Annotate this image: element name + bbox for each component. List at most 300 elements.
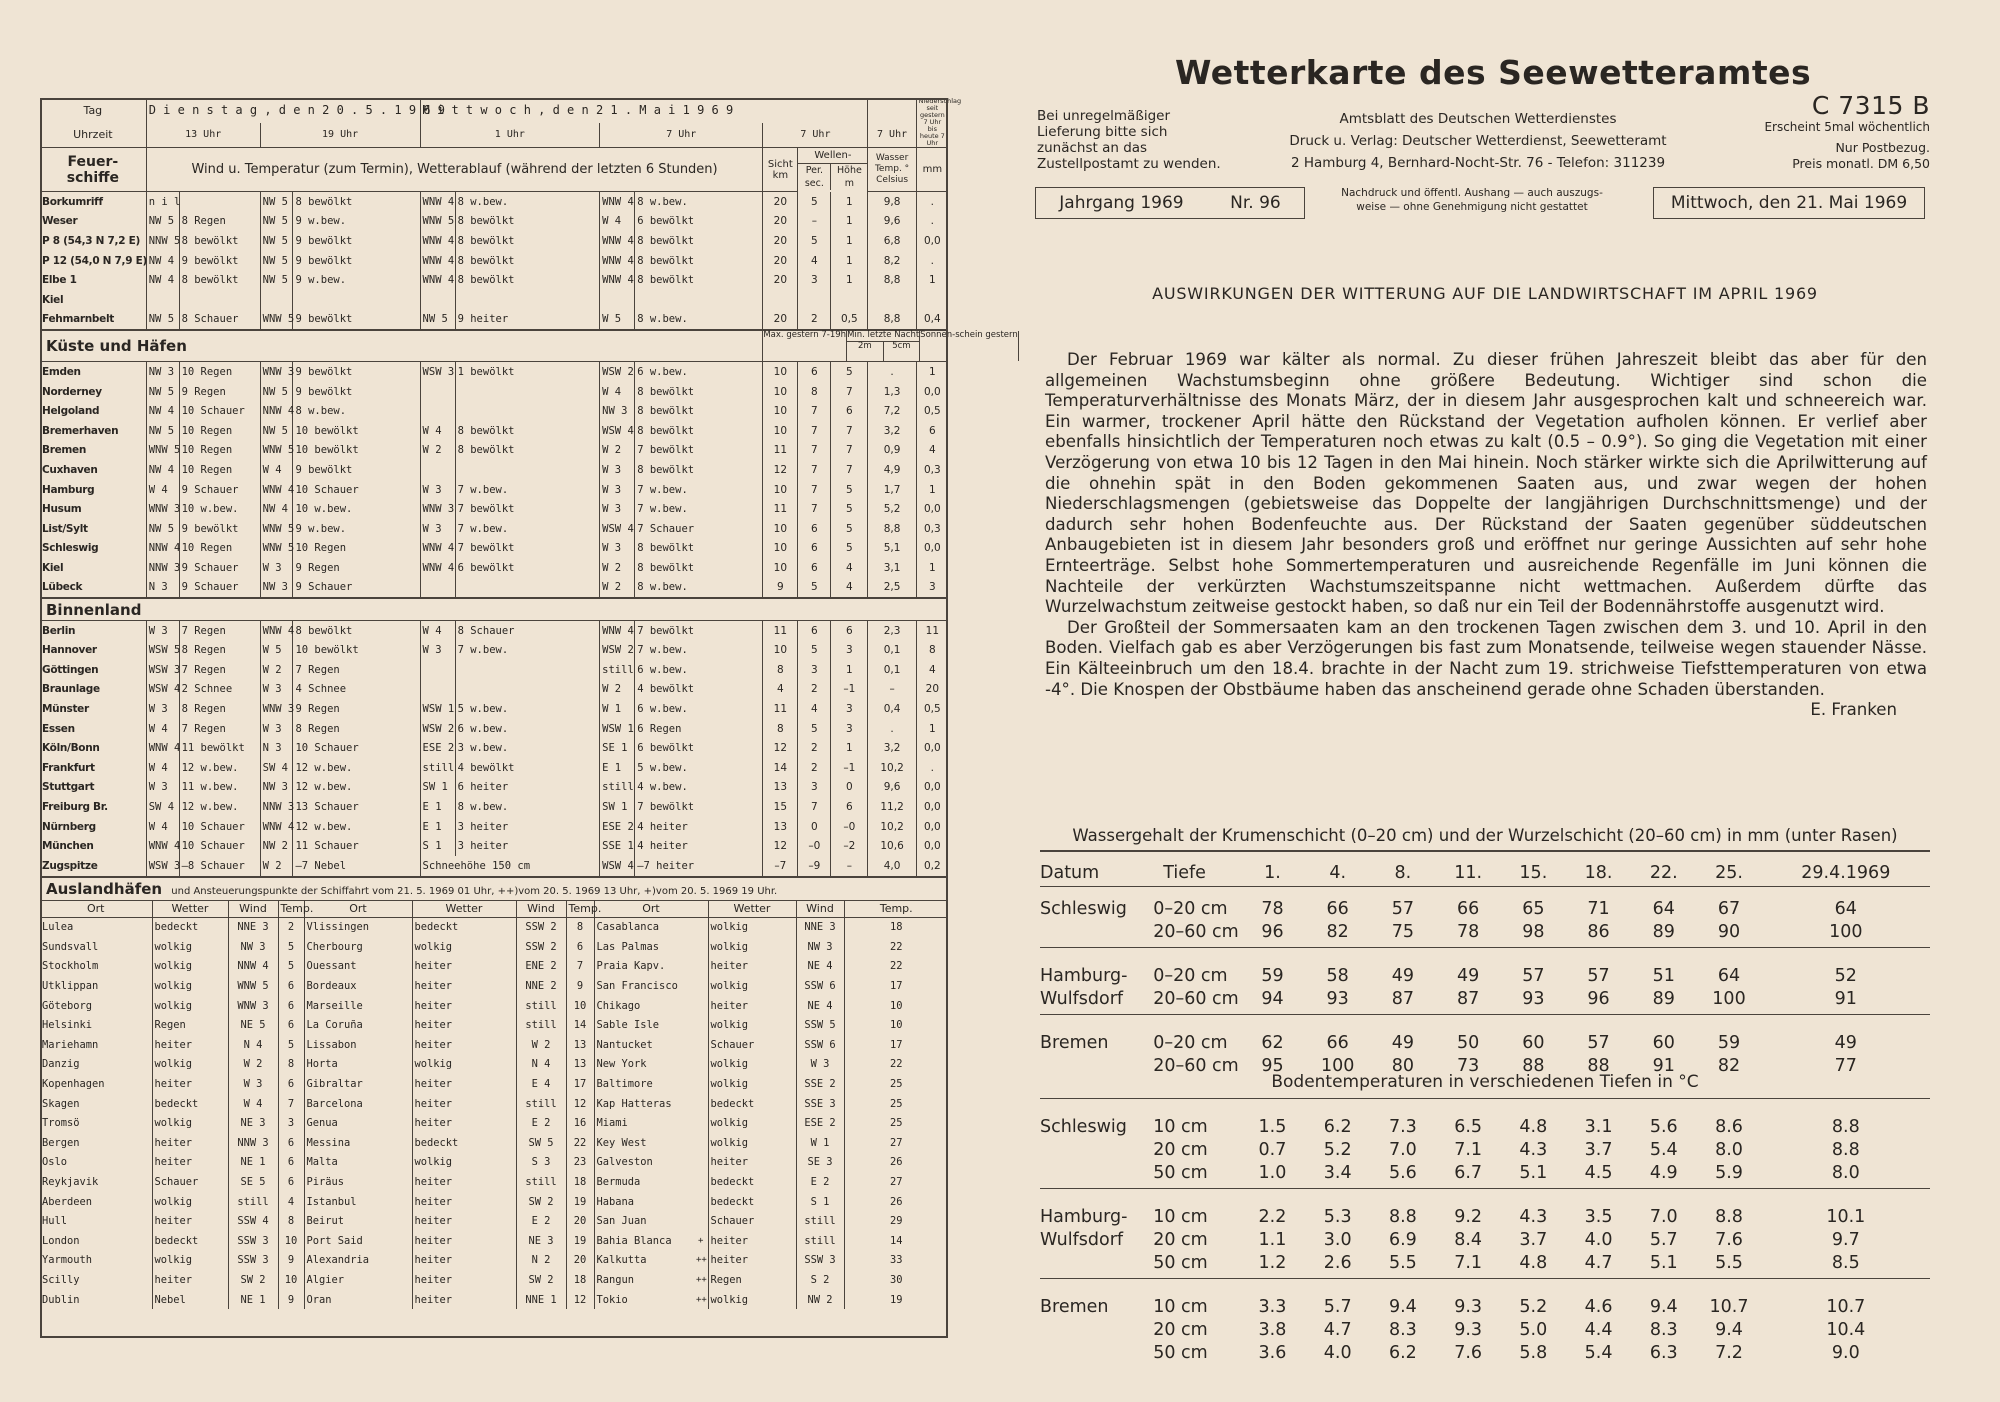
obs-cell: 9 bewölkt <box>293 460 420 480</box>
location-name: Schleswig <box>1040 1116 1127 1137</box>
value-cell: 5.4 <box>1649 1139 1678 1160</box>
depth-label: 50 cm <box>1145 1161 1240 1189</box>
value-cell: 4.8 <box>1519 1116 1548 1137</box>
water-content-title: Wassergehalt der Krumenschicht (0–20 cm) und der Wurzelschicht (20–60 cm) in mm (unter Rasen) <box>1072 826 1898 845</box>
obs-cell: 6 w.bew. <box>635 699 763 719</box>
obs-cell: NW 2 <box>260 836 293 856</box>
obs-cell: 5 <box>831 519 868 539</box>
obs-cell <box>455 290 600 310</box>
obs-cell: S 1 <box>420 836 455 856</box>
value-cell: 10.4 <box>1826 1319 1866 1340</box>
obs-cell: WNW 4 <box>420 558 455 578</box>
port-cell: wolkig <box>152 1192 228 1212</box>
station-name: Schleswig <box>42 542 99 555</box>
port-cell: Nebel <box>152 1290 228 1310</box>
port-cell: 10 <box>278 1231 304 1251</box>
obs-cell: 6,8 <box>868 231 916 251</box>
column-header: 4. <box>1305 860 1370 887</box>
lightship-row <box>40 192 948 212</box>
obs-cell: 8 w.bew. <box>455 797 600 817</box>
obs-cell: SSE 1 <box>600 836 635 856</box>
value-cell: 10.1 <box>1826 1206 1866 1227</box>
obs-cell: 12 w.bew. <box>293 778 420 798</box>
obs-cell: . <box>916 192 948 212</box>
obs-cell: 8 Regen <box>179 640 260 660</box>
obs-cell: 10 Schauer <box>179 401 260 421</box>
port-cell: 7 <box>278 1094 304 1114</box>
port-cell: Rangun <box>594 1270 694 1290</box>
port-cell: still <box>796 1211 844 1231</box>
value-cell: 49 <box>1456 965 1480 986</box>
obs-cell: 7 bewölkt <box>635 620 763 640</box>
obs-cell: WNW 4 <box>600 231 635 251</box>
port-cell: NW 2 <box>796 1290 844 1310</box>
obs-cell <box>455 382 600 402</box>
obs-cell: 3 heiter <box>455 836 600 856</box>
station-name: Göttingen <box>42 663 99 676</box>
station-name: Freiburg Br. <box>42 800 108 813</box>
port-cell: still <box>516 1015 566 1035</box>
port-cell: WNW 3 <box>228 996 278 1016</box>
depth-label: 0–20 cm <box>1153 898 1228 919</box>
obs-cell: 8 Schauer <box>179 310 260 331</box>
obs-cell: N 3 <box>146 578 179 599</box>
port-cell: + <box>698 1235 704 1246</box>
obs-cell: 10 w.bew. <box>293 499 420 519</box>
wassertemp-header: Wasser Temp. ° Celsius <box>868 148 916 192</box>
obs-cell: WNW 4 <box>260 817 293 837</box>
obs-cell: . <box>916 758 948 778</box>
port-cell: bedeckt <box>708 1094 796 1114</box>
port-row <box>40 917 948 937</box>
obs-cell <box>455 460 600 480</box>
obs-cell: 9,6 <box>868 778 916 798</box>
value-cell: 6.9 <box>1388 1229 1417 1250</box>
obs-cell: 6 w.bew. <box>455 719 600 739</box>
obs-cell: 7 <box>798 421 831 441</box>
obs-cell: 11 Schauer <box>293 836 420 856</box>
obs-cell: 7 <box>798 480 831 500</box>
obs-cell: 10 bewölkt <box>293 640 420 660</box>
obs-cell: 9 Schauer <box>293 578 420 599</box>
port-row <box>40 1270 948 1290</box>
location-name: Hamburg- <box>1040 965 1128 986</box>
obs-cell: 7 bewölkt <box>635 441 763 461</box>
obs-cell: 12 w.bew. <box>293 817 420 837</box>
obs-cell: 10,2 <box>868 817 916 837</box>
value-cell: 8.3 <box>1388 1319 1417 1340</box>
port-cell: NE 4 <box>796 996 844 1016</box>
obs-cell: 10 <box>763 558 798 578</box>
coastal-station-row <box>40 460 948 480</box>
port-row <box>40 1133 948 1153</box>
port-cell: Scilly <box>42 1273 80 1286</box>
port-cell: 6 <box>278 1153 304 1173</box>
obs-cell: W 3 <box>260 680 293 700</box>
obs-cell: 8 bewölkt <box>635 251 763 271</box>
inland-station-row <box>40 758 948 778</box>
port-cell: Dublin <box>42 1293 80 1306</box>
port-cell: W 2 <box>516 1035 566 1055</box>
value-cell: 4.3 <box>1519 1206 1548 1227</box>
port-cell: heiter <box>152 1153 228 1173</box>
port-row <box>40 1074 948 1094</box>
obs-cell: 9 <box>763 578 798 599</box>
obs-cell: 7 <box>798 460 831 480</box>
obs-cell <box>420 680 455 700</box>
obs-cell: –1 <box>831 680 868 700</box>
port-cell <box>694 976 708 996</box>
obs-cell: 7 Regen <box>293 660 420 680</box>
value-cell: 89 <box>1631 920 1696 948</box>
port-cell: wolkig <box>708 1055 796 1075</box>
coastal-station-row <box>40 539 948 559</box>
station-name: Münster <box>42 702 89 715</box>
port-cell: Baltimore <box>594 1074 694 1094</box>
port-row <box>40 1231 948 1251</box>
inland-station-row <box>40 640 948 660</box>
obs-cell: W 4 <box>600 212 635 232</box>
min-5cm-header: 5cm <box>892 340 911 351</box>
obs-cell: 7 bewölkt <box>455 499 600 519</box>
value-cell: 9.4 <box>1715 1319 1743 1340</box>
obs-cell: W 5 <box>260 640 293 660</box>
value-cell: 8.8 <box>1715 1206 1743 1227</box>
obs-cell: 4 bewölkt <box>455 758 600 778</box>
port-cell: Key West <box>594 1133 694 1153</box>
port-cell: Schauer <box>152 1172 228 1192</box>
obs-cell: 11 <box>763 499 798 519</box>
port-cell: 20 <box>566 1211 594 1231</box>
coastal-station-row <box>40 362 948 382</box>
obs-cell: 0,3 <box>916 460 948 480</box>
port-cell: 14 <box>844 1231 948 1251</box>
value-cell: 87 <box>1370 987 1435 1015</box>
port-cell: heiter <box>412 1113 516 1133</box>
obs-cell: 3 <box>916 578 948 599</box>
port-cell: Bahia Blanca <box>594 1231 694 1251</box>
port-cell: La Coruña <box>304 1015 412 1035</box>
port-cell: bedeckt <box>412 917 516 937</box>
price: Preis monatl. DM 6,50 <box>1792 156 1930 171</box>
value-cell: 5.3 <box>1323 1206 1352 1227</box>
obs-cell: NNW 4 <box>146 539 179 559</box>
value-cell: 89 <box>1631 987 1696 1015</box>
port-cell: 19 <box>566 1231 594 1251</box>
column-header: Datum <box>1040 860 1145 887</box>
obs-cell: 0,0 <box>916 231 948 251</box>
obs-cell: 0,2 <box>916 856 948 876</box>
obs-cell: – <box>831 856 868 876</box>
binnenland-title: Binnenland <box>40 598 948 620</box>
obs-cell: 8 Regen <box>179 212 260 232</box>
obs-cell: 20 <box>763 310 798 331</box>
obs-cell: W 3 <box>260 719 293 739</box>
obs-cell: 4,0 <box>868 856 916 876</box>
port-cell: San Juan <box>594 1211 694 1231</box>
port-cell: bedeckt <box>412 1133 516 1153</box>
obs-cell: 13 <box>763 778 798 798</box>
obs-cell: WNW 3 <box>260 699 293 719</box>
obs-cell: 10 <box>763 539 798 559</box>
obs-cell: 4 <box>763 680 798 700</box>
port-cell: Alexandria <box>304 1251 412 1271</box>
soil-temp-title: Bodentemperaturen in verschiedenen Tiefen in °C <box>1271 1072 1699 1092</box>
obs-cell: 7 w.bew. <box>635 640 763 660</box>
obs-cell: WSW 3 <box>420 362 455 382</box>
port-cell: Casablanca <box>594 917 694 937</box>
depth-label: 20–60 cm <box>1145 920 1240 948</box>
weather-observations-sheet <box>40 97 1018 1338</box>
obs-cell: WSW 2 <box>600 640 635 660</box>
obs-cell: 6 heiter <box>455 778 600 798</box>
value-cell: 91 <box>1652 1055 1675 1076</box>
reprint-note <box>1316 186 1628 214</box>
port-cell: 6 <box>278 1172 304 1192</box>
port-cell: wolkig <box>152 937 228 957</box>
port-cell: heiter <box>152 1133 228 1153</box>
depth-label: 20 cm <box>1153 1319 1208 1340</box>
port-cell: 10 <box>278 1270 304 1290</box>
obs-cell: 20 <box>916 680 948 700</box>
port-cell: bedeckt <box>708 1172 796 1192</box>
obs-cell: E 1 <box>600 758 635 778</box>
obs-cell: SW 4 <box>260 758 293 778</box>
obs-cell: 3,2 <box>868 421 916 441</box>
coastal-station-row <box>40 441 948 461</box>
port-cell: still <box>516 996 566 1016</box>
obs-cell: 4 <box>831 558 868 578</box>
port-row <box>40 976 948 996</box>
data-row <box>1040 1318 1930 1341</box>
obs-cell: 1 <box>831 660 868 680</box>
port-cell: 12 <box>566 1290 594 1310</box>
value-cell: 6.2 <box>1388 1342 1417 1363</box>
port-cell: Oran <box>304 1290 412 1310</box>
obs-cell: 11,2 <box>868 797 916 817</box>
port-cell <box>694 1094 708 1114</box>
port-cell: 10 <box>844 996 948 1016</box>
obs-cell: 5 <box>798 640 831 660</box>
lightship-row <box>40 231 948 251</box>
obs-cell: still <box>420 758 455 778</box>
obs-cell: 2,5 <box>868 578 916 599</box>
port-cell <box>694 1055 708 1075</box>
value-cell: 90 <box>1696 920 1761 948</box>
port-cell: 19 <box>844 1290 948 1310</box>
port-cell: heiter <box>412 1074 516 1094</box>
port-cell: 8 <box>278 1211 304 1231</box>
column-header: Tiefe <box>1145 860 1240 887</box>
obs-cell: 2 Schnee <box>179 680 260 700</box>
obs-cell: 0,0 <box>916 797 948 817</box>
obs-cell: 0,5 <box>916 401 948 421</box>
hdr-uhrzeit: Uhrzeit <box>40 123 146 148</box>
port-cell: bedeckt <box>152 1094 228 1114</box>
port-cell: NNW 3 <box>228 1133 278 1153</box>
value-cell: 1.1 <box>1258 1229 1287 1250</box>
niederschlag-header: Niederschlag seit gestern 7 Uhr bis heute 7 Uhr <box>916 98 948 148</box>
value-cell: 5.2 <box>1519 1296 1548 1317</box>
depth-label: 0–20 cm <box>1153 965 1228 986</box>
port-cell: SSE 2 <box>796 1074 844 1094</box>
value-cell: 80 <box>1391 1055 1415 1076</box>
periode-header: Per. sec. <box>798 164 831 190</box>
obs-cell: 6 <box>798 519 831 539</box>
value-cell: 78 <box>1261 898 1284 919</box>
data-row <box>1040 1138 1930 1161</box>
port-cell: N 4 <box>516 1055 566 1075</box>
port-cell: 12 <box>566 1094 594 1114</box>
port-cell: Tokio <box>594 1290 694 1310</box>
ports-col-header: Ort <box>304 900 412 917</box>
data-row <box>1040 1341 1930 1364</box>
obs-cell: 20 <box>763 231 798 251</box>
obs-cell: . <box>868 719 916 739</box>
obs-cell: 7,2 <box>868 401 916 421</box>
value-cell: 5.1 <box>1631 1251 1696 1279</box>
obs-cell: 8 w.bew. <box>293 401 420 421</box>
obs-cell: ESE 2 <box>600 817 635 837</box>
port-cell <box>694 917 708 937</box>
value-cell: 3.7 <box>1584 1139 1613 1160</box>
station-name: Nürnberg <box>42 820 96 833</box>
obs-cell: 10,2 <box>868 758 916 778</box>
station-name: Kiel <box>42 561 64 574</box>
value-cell: 2.6 <box>1305 1251 1370 1279</box>
obs-cell: NW 5 <box>260 231 293 251</box>
value-cell: 5.0 <box>1519 1319 1548 1340</box>
ports-col-header: Wind <box>516 900 566 917</box>
obs-cell: 7 Schauer <box>635 519 763 539</box>
location-name <box>1040 1318 1145 1341</box>
port-cell: NE 3 <box>516 1231 566 1251</box>
port-cell: Schauer <box>708 1211 796 1231</box>
obs-cell: WNW 4 <box>260 480 293 500</box>
value-cell: 7.2 <box>1715 1342 1743 1363</box>
obs-cell: 0,0 <box>916 738 948 758</box>
obs-cell: –8 Schauer <box>179 856 260 876</box>
amtsblatt: Amtsblatt des Deutschen Wetterdienstes <box>1339 111 1617 127</box>
obs-cell: 8 bewölkt <box>455 441 600 461</box>
obs-cell: 6 <box>831 401 868 421</box>
delivery-note <box>1037 108 1221 172</box>
port-cell: 8 <box>278 1055 304 1075</box>
obs-cell: NW 4 <box>146 251 179 271</box>
obs-cell: 4 <box>798 699 831 719</box>
obs-cell: 7 Regen <box>179 660 260 680</box>
masthead-title: Wetterkarte des Seewetteramtes <box>1175 53 1812 92</box>
port-cell <box>694 1035 708 1055</box>
obs-cell: 6 <box>798 539 831 559</box>
data-row <box>1040 1228 1930 1251</box>
obs-cell: W 2 <box>260 856 293 876</box>
port-cell: wolkig <box>708 1133 796 1153</box>
port-cell: W 2 <box>228 1055 278 1075</box>
value-cell: 60 <box>1652 1032 1675 1053</box>
port-cell: S 1 <box>796 1192 844 1212</box>
station-name: Hannover <box>42 644 97 657</box>
station-name: Borkumriff <box>42 195 103 208</box>
value-cell: 6.2 <box>1323 1116 1352 1137</box>
obs-cell: NW 5 <box>260 192 293 212</box>
reprint-note-line: Nachdruck und öffentl. Aushang — auch auszugs- <box>1341 187 1603 199</box>
location-name <box>1040 1251 1145 1279</box>
obs-cell: 8 w.bew. <box>455 192 600 212</box>
port-cell: 19 <box>566 1192 594 1212</box>
location-name: Hamburg- <box>1040 1206 1128 1227</box>
obs-cell: WSW 4 <box>600 421 635 441</box>
value-cell: 77 <box>1834 1055 1857 1076</box>
depth-label: 20 cm <box>1153 1229 1208 1250</box>
obs-cell: WNW 4 <box>600 270 635 290</box>
port-cell: 23 <box>566 1153 594 1173</box>
port-cell: wolkig <box>708 1290 796 1310</box>
obs-cell <box>916 290 948 310</box>
port-cell: 10 <box>844 1015 948 1035</box>
port-cell: Galveston <box>594 1153 694 1173</box>
obs-cell: 4 <box>916 441 948 461</box>
value-cell: 9.4 <box>1649 1296 1678 1317</box>
port-cell: 7 <box>566 957 594 977</box>
obs-cell: –7 Nebel <box>293 856 420 876</box>
value-cell: 3.7 <box>1519 1229 1548 1250</box>
obs-cell: 8 bewölkt <box>455 270 600 290</box>
obs-cell: 8 <box>798 382 831 402</box>
obs-cell: 3 heiter <box>455 817 600 837</box>
column-header: 8. <box>1370 860 1435 887</box>
value-cell: 10.7 <box>1826 1296 1866 1317</box>
inland-station-row <box>40 660 948 680</box>
port-cell: Marseille <box>304 996 412 1016</box>
ports-col-header: Temp. <box>566 900 594 917</box>
obs-cell: 10,6 <box>868 836 916 856</box>
hoehe-header: Höhe m <box>836 165 862 190</box>
port-cell: 9 <box>278 1251 304 1271</box>
value-cell: 65 <box>1522 898 1545 919</box>
value-cell: 5.6 <box>1649 1116 1678 1137</box>
obs-cell: W 2 <box>600 441 635 461</box>
port-cell: 6 <box>278 1015 304 1035</box>
obs-cell: 7 <box>831 421 868 441</box>
port-cell: 22 <box>844 1055 948 1075</box>
port-cell: 17 <box>844 1035 948 1055</box>
obs-cell: 0,0 <box>916 778 948 798</box>
value-cell: 87 <box>1436 987 1501 1015</box>
port-row <box>40 1153 948 1173</box>
obs-cell: 7 <box>798 499 831 519</box>
obs-cell: 1 <box>831 251 868 271</box>
obs-cell: 5 <box>798 192 831 212</box>
value-cell: 3.6 <box>1258 1342 1287 1363</box>
value-cell: 86 <box>1566 920 1631 948</box>
port-cell: SSW 6 <box>796 1035 844 1055</box>
day2-label: M i t t w o c h , d e n 2 1 . M a i 1 9 6 9 <box>420 98 868 123</box>
obs-cell: SW 4 <box>146 797 179 817</box>
port-cell: heiter <box>708 957 796 977</box>
value-cell: 5.6 <box>1370 1161 1435 1189</box>
port-cell: SW 2 <box>228 1270 278 1290</box>
obs-cell: NW 5 <box>146 310 179 331</box>
obs-cell: 5 w.bew. <box>455 699 600 719</box>
obs-cell: 5 <box>798 719 831 739</box>
data-row <box>1040 1161 1930 1189</box>
port-cell: Malta <box>304 1153 412 1173</box>
obs-cell: NW 4 <box>146 401 179 421</box>
value-cell: 8.0 <box>1762 1161 1930 1189</box>
obs-cell: NW 4 <box>260 499 293 519</box>
obs-cell: 2 <box>798 310 831 331</box>
